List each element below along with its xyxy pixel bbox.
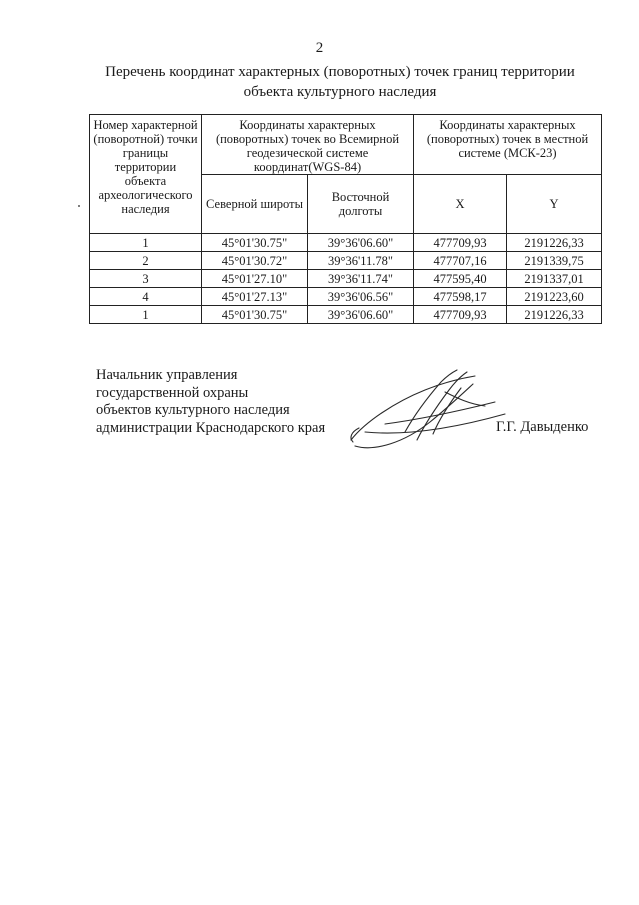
cell-y: 2191226,33 (507, 306, 602, 324)
signer-name: Г.Г. Давыденко (496, 419, 589, 435)
cell-y: 2191337,01 (507, 270, 602, 288)
table-row (90, 270, 602, 288)
cell-longitude: 39°36'06.56" (308, 288, 414, 306)
subheader-east-longitude: Восточной долготы (308, 175, 414, 234)
cell-y: 2191223,60 (507, 288, 602, 306)
table-row (90, 252, 602, 270)
page-number: 2 (315, 40, 324, 56)
cell-point-number: 1 (90, 234, 202, 252)
header-msk23: Координаты характерных (поворотных) точек в местной системе (МСК-23) (414, 115, 602, 175)
table-row (90, 288, 602, 306)
cell-y: 2191339,75 (507, 252, 602, 270)
cell-x: 477595,40 (414, 270, 507, 288)
cell-point-number: 1 (90, 306, 202, 324)
cell-longitude: 39°36'11.74" (308, 270, 414, 288)
table-header-row (90, 115, 602, 175)
cell-x: 477598,17 (414, 288, 507, 306)
signatory-position (96, 367, 325, 437)
cell-longitude: 39°36'11.78" (308, 252, 414, 270)
cell-point-number: 4 (90, 288, 202, 306)
subheader-north-latitude: Северной широты (202, 175, 308, 234)
scan-speck (78, 205, 80, 207)
position-line-3: объектов культурного наследия (96, 402, 290, 418)
cell-latitude: 45°01'27.13" (202, 288, 308, 306)
document-title (60, 62, 620, 102)
header-point-number: Номер характерной (поворотной) точки границы территории объекта археологического наследия (90, 115, 202, 234)
table-row (90, 306, 602, 324)
table-row (90, 234, 602, 252)
subheader-x: X (414, 175, 507, 234)
position-line-2: государственной охраны (96, 384, 249, 401)
cell-point-number: 2 (90, 252, 202, 270)
cell-x: 477709,93 (414, 306, 507, 324)
subheader-y: Y (507, 175, 602, 234)
cell-longitude: 39°36'06.60" (308, 306, 414, 324)
cell-point-number: 3 (90, 270, 202, 288)
header-wgs84: Координаты характерных (поворотных) точек во Всемирной геодезической системе координат(WGS-84) (202, 115, 414, 175)
cell-x: 477707,16 (414, 252, 507, 270)
cell-latitude: 45°01'30.75" (202, 306, 308, 324)
coordinates-table (89, 114, 602, 324)
cell-y: 2191226,33 (507, 234, 602, 252)
cell-latitude: 45°01'27.10" (202, 270, 308, 288)
cell-longitude: 39°36'06.60" (308, 234, 414, 252)
position-line-4: администрации Краснодарского края (96, 419, 326, 436)
handwritten-signature (345, 362, 515, 457)
cell-latitude: 45°01'30.75" (202, 234, 308, 252)
cell-latitude: 45°01'30.72" (202, 252, 308, 270)
position-line-1: Начальник управления (96, 367, 238, 383)
cell-x: 477709,93 (414, 234, 507, 252)
title-line-2: объекта культурного наследия (243, 84, 437, 100)
title-line-1: Перечень координат характерных (поворотных) точек границ территории (105, 64, 575, 80)
